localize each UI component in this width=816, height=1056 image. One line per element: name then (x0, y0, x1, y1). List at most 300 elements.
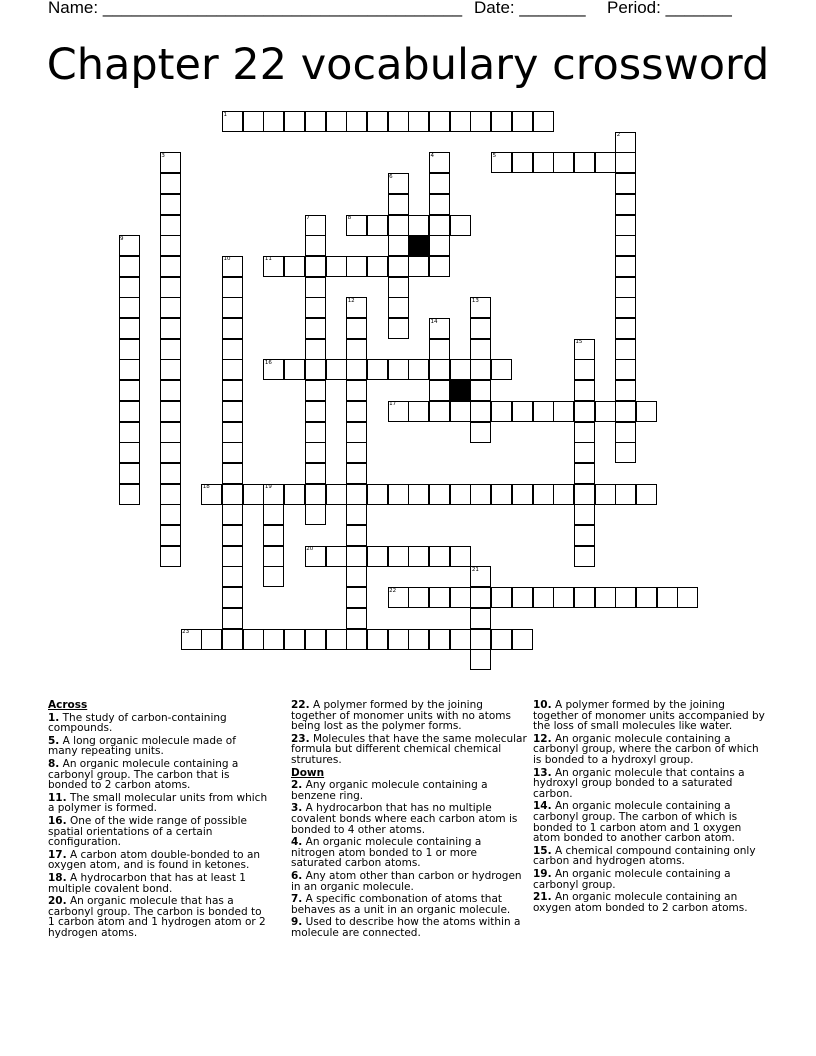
grid-cell[interactable] (367, 484, 388, 505)
grid-cell[interactable] (429, 173, 450, 194)
down-clue (533, 700, 769, 732)
grid-cell[interactable] (491, 587, 512, 608)
grid-cell[interactable] (388, 235, 409, 256)
grid-cell[interactable] (470, 359, 491, 380)
clue-number-label: 4. (291, 836, 303, 849)
grid-cell[interactable] (346, 442, 367, 463)
grid-cell[interactable] (222, 587, 243, 608)
grid-cell[interactable] (574, 463, 595, 484)
grid-cell[interactable] (222, 277, 243, 298)
grid-cell[interactable] (574, 525, 595, 546)
grid-cell[interactable] (533, 587, 554, 608)
grid-cell[interactable] (615, 339, 636, 360)
grid-cell[interactable] (574, 152, 595, 173)
clue-number: 13 (471, 297, 479, 304)
clue-number-label: 8. (48, 757, 60, 770)
down-clue (533, 734, 769, 766)
grid-cell[interactable] (553, 401, 574, 422)
grid-cell[interactable] (470, 484, 491, 505)
grid-cell[interactable] (367, 215, 388, 236)
clue-number: 15 (575, 339, 583, 346)
across-clue (48, 873, 268, 894)
grid-cell[interactable] (408, 401, 429, 422)
grid-cell[interactable] (160, 297, 181, 318)
grid-cell[interactable] (346, 463, 367, 484)
grid-cell[interactable] (595, 152, 616, 173)
grid-cell[interactable] (470, 649, 491, 670)
grid-cell[interactable] (574, 546, 595, 567)
grid-cell[interactable] (346, 484, 367, 505)
grid-cell[interactable] (408, 546, 429, 567)
grid-cell[interactable] (657, 587, 678, 608)
clue-number: 8 (347, 215, 352, 221)
grid-cell[interactable] (346, 629, 367, 650)
grid-cell[interactable] (119, 339, 140, 360)
down-clue (291, 780, 527, 801)
grid-cell[interactable] (636, 587, 657, 608)
grid-cell[interactable] (388, 194, 409, 215)
grid-cell[interactable] (470, 587, 491, 608)
grid-cell[interactable] (305, 297, 326, 318)
grid-cell[interactable] (346, 359, 367, 380)
grid-cell[interactable] (305, 256, 326, 277)
grid-cell[interactable] (615, 256, 636, 277)
grid-cell[interactable] (615, 587, 636, 608)
clue-number: 6 (389, 173, 393, 180)
clue-number-label: 12. (533, 732, 552, 745)
grid-cell[interactable] (222, 422, 243, 443)
clues-column-2 (291, 700, 527, 940)
clue-number-label: 9. (291, 916, 303, 929)
grid-cell[interactable] (160, 463, 181, 484)
grid-cell[interactable] (305, 380, 326, 401)
grid-cell[interactable] (263, 504, 284, 525)
grid-cell[interactable] (160, 339, 181, 360)
grid-cell[interactable] (615, 484, 636, 505)
grid-cell[interactable] (553, 484, 574, 505)
clue-number: 23 (182, 629, 190, 635)
grid-cell[interactable] (346, 422, 367, 443)
clue-text: Molecules that have the same molecular formula but different chemical chemical strutures. (291, 732, 527, 766)
grid-cell[interactable] (408, 587, 429, 608)
across-clue (291, 734, 527, 766)
grid-cell[interactable] (160, 194, 181, 215)
grid-cell[interactable] (326, 546, 347, 567)
grid-cell[interactable] (615, 215, 636, 236)
grid-cell[interactable] (429, 235, 450, 256)
grid-cell[interactable] (263, 546, 284, 567)
grid-cell[interactable] (429, 256, 450, 277)
grid-cell[interactable] (429, 546, 450, 567)
grid-cell[interactable] (533, 484, 554, 505)
page-title: Chapter 22 vocabulary crossword (46, 40, 770, 90)
across-clue (48, 736, 268, 757)
clue-number: 16 (264, 359, 272, 366)
grid-cell[interactable] (450, 215, 471, 236)
grid-cell[interactable] (636, 484, 657, 505)
grid-cell[interactable] (305, 484, 326, 505)
grid-cell[interactable] (429, 111, 450, 132)
grid-cell[interactable] (119, 422, 140, 443)
grid-cell[interactable] (574, 422, 595, 443)
grid-cell[interactable] (119, 256, 140, 277)
grid-cell[interactable] (615, 297, 636, 318)
grid-cell[interactable] (284, 111, 305, 132)
grid-cell[interactable] (284, 256, 305, 277)
clue-text: One of the wide range of possible spatial orientations of a certain configuration. (48, 814, 247, 849)
clue-text: A carbon atom double-bonded to an oxygen atom, and is found in ketones. (48, 848, 261, 872)
grid-cell[interactable] (595, 484, 616, 505)
grid-cell[interactable] (326, 629, 347, 650)
grid-cell[interactable] (615, 442, 636, 463)
grid-cell[interactable] (160, 525, 181, 546)
grid-cell[interactable] (346, 339, 367, 360)
across-clue (48, 759, 268, 791)
clue-number: 20 (306, 546, 314, 553)
black-cell (450, 380, 471, 401)
grid-cell[interactable] (615, 152, 636, 173)
grid-cell[interactable] (222, 463, 243, 484)
grid-cell[interactable] (429, 629, 450, 650)
grid-cell[interactable] (160, 173, 181, 194)
grid-cell[interactable] (305, 504, 326, 525)
grid-cell[interactable] (160, 442, 181, 463)
grid-cell[interactable] (429, 484, 450, 505)
grid-cell[interactable] (388, 297, 409, 318)
grid-cell[interactable] (388, 318, 409, 339)
grid-cell[interactable] (636, 401, 657, 422)
grid-cell[interactable] (408, 256, 429, 277)
clue-text: Any atom other than carbon or hydrogen in an organic molecule. (291, 869, 522, 893)
clue-text: The study of carbon-containing compounds. (48, 711, 227, 735)
grid-cell[interactable] (284, 484, 305, 505)
clue-number: 3 (161, 152, 165, 159)
clue-number-label: 18. (48, 871, 67, 884)
grid-cell[interactable] (222, 380, 243, 401)
grid-cell[interactable] (160, 484, 181, 505)
grid-cell[interactable] (429, 401, 450, 422)
clue-number: 19 (264, 484, 272, 491)
grid-cell[interactable] (470, 629, 491, 650)
grid-cell[interactable] (574, 484, 595, 505)
grid-cell[interactable] (222, 504, 243, 525)
down-clue-list-continued (533, 700, 769, 913)
grid-cell[interactable] (346, 111, 367, 132)
grid-cell[interactable] (388, 546, 409, 567)
date-line: _______ (519, 0, 586, 17)
grid-cell[interactable] (615, 422, 636, 443)
grid-cell[interactable] (450, 401, 471, 422)
grid-cell[interactable] (346, 587, 367, 608)
clue-number: 7 (306, 215, 310, 221)
grid-cell[interactable] (326, 111, 347, 132)
clue-number: 10 (223, 256, 231, 263)
clue-number: 12 (347, 297, 355, 304)
grid-cell[interactable] (450, 629, 471, 650)
grid-cell[interactable] (160, 546, 181, 567)
grid-cell[interactable] (429, 215, 450, 236)
grid-cell[interactable] (263, 111, 284, 132)
grid-cell[interactable] (284, 629, 305, 650)
grid-cell[interactable] (388, 215, 409, 236)
grid-cell[interactable] (388, 277, 409, 298)
clue-number: 5 (492, 152, 497, 159)
grid-cell[interactable] (160, 277, 181, 298)
grid-cell[interactable] (595, 587, 616, 608)
grid-cell[interactable] (346, 256, 367, 277)
grid-cell[interactable] (533, 401, 554, 422)
clue-number-label: 7. (291, 893, 303, 906)
clue-number: 4 (430, 152, 434, 159)
grid-cell[interactable] (160, 215, 181, 236)
grid-cell[interactable] (677, 587, 698, 608)
grid-cell[interactable] (346, 546, 367, 567)
clue-text: A polymer formed by the joining together of monomer units accompanied by the loss of small molecules like water. (533, 699, 765, 733)
grid-cell[interactable] (429, 194, 450, 215)
grid-cell[interactable] (263, 566, 284, 587)
grid-cell[interactable] (450, 359, 471, 380)
grid-cell[interactable] (574, 587, 595, 608)
grid-cell[interactable] (574, 401, 595, 422)
clues-column-3 (533, 700, 769, 915)
grid-cell[interactable] (119, 277, 140, 298)
grid-cell[interactable] (305, 318, 326, 339)
grid-cell[interactable] (119, 297, 140, 318)
clue-text: An organic molecule containing a nitrogen atom bonded to 1 or more saturated carbon atoms. (291, 836, 482, 870)
clue-number-label: 23. (291, 732, 310, 745)
grid-cell[interactable] (243, 484, 264, 505)
clues-column-1 (48, 700, 268, 940)
grid-cell[interactable] (615, 380, 636, 401)
grid-cell[interactable] (243, 629, 264, 650)
grid-cell[interactable] (346, 566, 367, 587)
grid-cell[interactable] (263, 629, 284, 650)
black-cell (408, 235, 429, 256)
grid-cell[interactable] (615, 359, 636, 380)
grid-cell[interactable] (160, 504, 181, 525)
grid-cell[interactable] (408, 111, 429, 132)
grid-cell[interactable] (491, 359, 512, 380)
clue-number: 14 (430, 318, 438, 325)
grid-cell[interactable] (367, 111, 388, 132)
grid-cell[interactable] (512, 587, 533, 608)
clue-text: An organic molecule containing a carbonyl group. The carbon that is bonded to 2 carbon atoms. (48, 757, 239, 792)
clue-number: 18 (202, 484, 210, 491)
grid-cell[interactable] (470, 380, 491, 401)
name-label: Name: (48, 0, 99, 17)
grid-cell[interactable] (574, 442, 595, 463)
grid-cell[interactable] (160, 380, 181, 401)
grid-cell[interactable] (367, 359, 388, 380)
grid-cell[interactable] (553, 587, 574, 608)
grid-cell[interactable] (408, 629, 429, 650)
grid-cell[interactable] (512, 484, 533, 505)
clue-number-label: 1. (48, 711, 60, 724)
grid-cell[interactable] (305, 629, 326, 650)
grid-cell[interactable] (119, 318, 140, 339)
clue-text: An organic molecule that has a carbonyl group. The carbon is bonded to 1 carbon atom and 1 hydrogen atom or 2 hydrogen atoms. (48, 895, 266, 939)
grid-cell[interactable] (450, 587, 471, 608)
grid-cell[interactable] (305, 442, 326, 463)
grid-cell[interactable] (326, 484, 347, 505)
period-line: _______ (665, 0, 732, 17)
grid-cell[interactable] (222, 318, 243, 339)
grid-cell[interactable] (160, 318, 181, 339)
grid-cell[interactable] (222, 339, 243, 360)
grid-cell[interactable] (222, 608, 243, 629)
grid-cell[interactable] (388, 629, 409, 650)
grid-cell[interactable] (388, 484, 409, 505)
across-clue (291, 700, 527, 732)
grid-cell[interactable] (284, 359, 305, 380)
grid-cell[interactable] (470, 339, 491, 360)
grid-cell[interactable] (470, 422, 491, 443)
grid-cell[interactable] (408, 359, 429, 380)
grid-cell[interactable] (429, 339, 450, 360)
grid-cell[interactable] (326, 359, 347, 380)
grid-cell[interactable] (533, 152, 554, 173)
grid-cell[interactable] (222, 359, 243, 380)
clue-number: 22 (389, 587, 397, 594)
grid-cell[interactable] (305, 422, 326, 443)
grid-cell[interactable] (388, 256, 409, 277)
down-clue (291, 837, 527, 869)
clue-number-label: 11. (48, 791, 67, 804)
grid-cell[interactable] (450, 546, 471, 567)
grid-cell[interactable] (326, 256, 347, 277)
grid-cell[interactable] (533, 111, 554, 132)
grid-cell[interactable] (243, 111, 264, 132)
grid-cell[interactable] (222, 297, 243, 318)
grid-cell[interactable] (595, 401, 616, 422)
grid-cell[interactable] (160, 235, 181, 256)
grid-cell[interactable] (222, 442, 243, 463)
grid-cell[interactable] (450, 111, 471, 132)
grid-cell[interactable] (346, 380, 367, 401)
clue-number-label: 2. (291, 779, 303, 792)
grid-cell[interactable] (615, 235, 636, 256)
grid-cell[interactable] (429, 359, 450, 380)
grid-cell[interactable] (574, 504, 595, 525)
grid-cell[interactable] (615, 401, 636, 422)
grid-cell[interactable] (491, 401, 512, 422)
grid-cell[interactable] (470, 608, 491, 629)
grid-cell[interactable] (119, 484, 140, 505)
grid-cell[interactable] (305, 463, 326, 484)
grid-cell[interactable] (305, 339, 326, 360)
clue-number: 21 (471, 566, 479, 573)
grid-cell[interactable] (346, 401, 367, 422)
grid-cell[interactable] (408, 484, 429, 505)
down-clue (533, 892, 769, 913)
grid-cell[interactable] (388, 111, 409, 132)
grid-cell[interactable] (615, 173, 636, 194)
clue-text: An organic molecule containing an oxygen atom bonded to 2 carbon atoms. (533, 891, 748, 914)
grid-cell[interactable] (160, 401, 181, 422)
grid-cell[interactable] (512, 111, 533, 132)
across-clue (48, 713, 268, 734)
grid-cell[interactable] (574, 359, 595, 380)
grid-cell[interactable] (367, 256, 388, 277)
across-clue (48, 793, 268, 814)
grid-cell[interactable] (222, 566, 243, 587)
grid-cell[interactable] (512, 401, 533, 422)
grid-cell[interactable] (346, 608, 367, 629)
grid-cell[interactable] (160, 256, 181, 277)
grid-cell[interactable] (367, 629, 388, 650)
grid-cell[interactable] (491, 484, 512, 505)
grid-cell[interactable] (615, 277, 636, 298)
grid-cell[interactable] (367, 546, 388, 567)
grid-cell[interactable] (615, 318, 636, 339)
grid-cell[interactable] (553, 152, 574, 173)
grid-cell[interactable] (201, 629, 222, 650)
across-clue-list (48, 713, 268, 939)
clue-number-label: 19. (533, 867, 552, 880)
grid-cell[interactable] (160, 359, 181, 380)
clue-text: The small molecular units from which a polymer is formed. (48, 791, 268, 815)
grid-cell[interactable] (450, 484, 471, 505)
grid-cell[interactable] (429, 380, 450, 401)
grid-cell[interactable] (491, 111, 512, 132)
grid-cell[interactable] (305, 401, 326, 422)
grid-cell[interactable] (119, 401, 140, 422)
grid-cell[interactable] (305, 359, 326, 380)
period-label: Period: (607, 0, 661, 17)
name-line: ______________________________________ (102, 0, 463, 17)
grid-cell[interactable] (346, 504, 367, 525)
grid-cell[interactable] (119, 380, 140, 401)
grid-cell[interactable] (222, 484, 243, 505)
grid-cell[interactable] (263, 525, 284, 546)
down-clue (291, 803, 527, 835)
clue-text: An organic molecule containing a carbonyl group. (533, 867, 731, 891)
grid-cell[interactable] (346, 318, 367, 339)
grid-cell[interactable] (119, 463, 140, 484)
clue-number-label: 16. (48, 814, 67, 827)
grid-cell[interactable] (470, 318, 491, 339)
clue-number-label: 22. (291, 699, 310, 711)
grid-cell[interactable] (470, 111, 491, 132)
grid-cell[interactable] (305, 277, 326, 298)
grid-cell[interactable] (160, 422, 181, 443)
grid-cell[interactable] (119, 359, 140, 380)
grid-cell[interactable] (574, 380, 595, 401)
grid-cell[interactable] (512, 152, 533, 173)
grid-cell[interactable] (222, 629, 243, 650)
grid-cell[interactable] (222, 525, 243, 546)
grid-cell[interactable] (119, 442, 140, 463)
grid-cell[interactable] (470, 401, 491, 422)
clue-number: 17 (389, 401, 397, 408)
clue-number-label: 5. (48, 734, 60, 747)
clue-text: A hydrocarbon that has at least 1 multiple covalent bond. (48, 871, 246, 895)
grid-cell[interactable] (615, 194, 636, 215)
grid-cell[interactable] (305, 111, 326, 132)
clue-number: 2 (616, 132, 621, 139)
grid-cell[interactable] (222, 401, 243, 422)
grid-cell[interactable] (388, 359, 409, 380)
grid-cell[interactable] (222, 546, 243, 567)
grid-cell[interactable] (346, 525, 367, 546)
grid-cell[interactable] (512, 629, 533, 650)
grid-cell[interactable] (491, 629, 512, 650)
down-clue (291, 917, 527, 938)
grid-cell[interactable] (408, 215, 429, 236)
grid-cell[interactable] (305, 235, 326, 256)
down-clue (533, 869, 769, 890)
grid-cell[interactable] (429, 587, 450, 608)
